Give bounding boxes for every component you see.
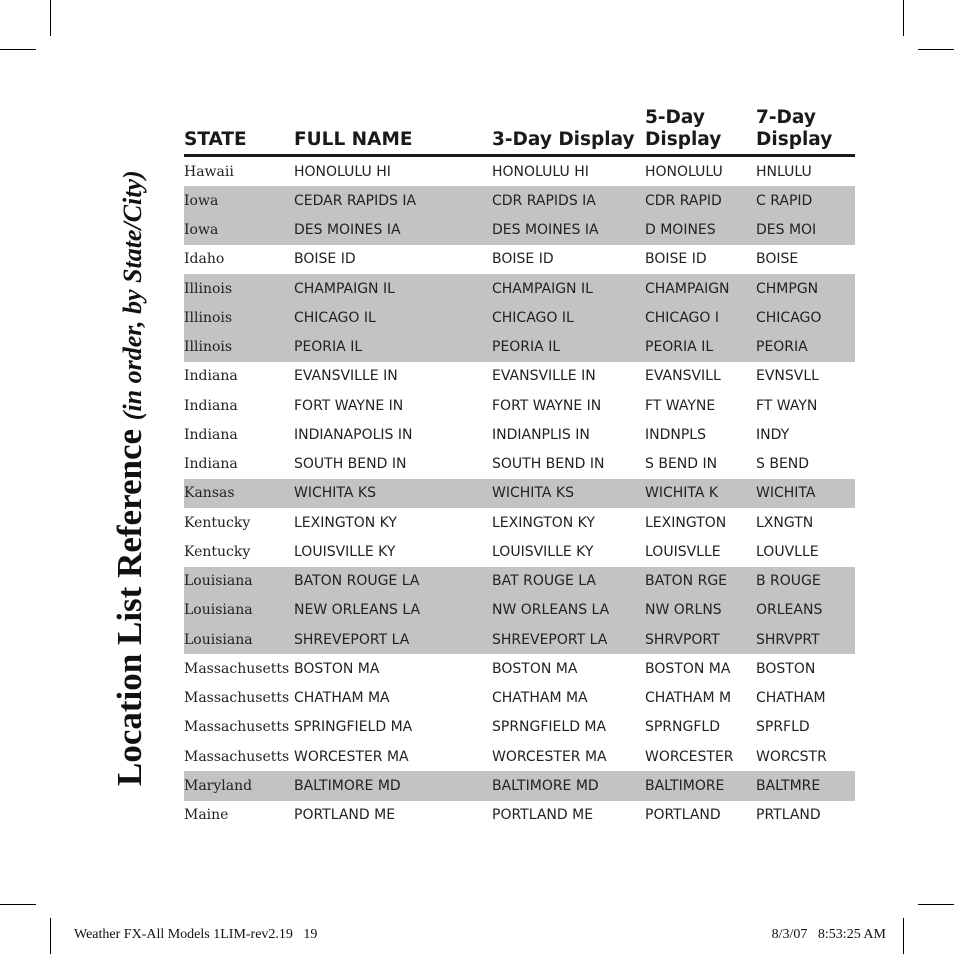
cell-5-day: WICHITA K (645, 485, 719, 502)
cell-5-day: FT WAYNE (645, 397, 716, 414)
cell-state: Maryland (184, 777, 253, 794)
cell-3-day: NW ORLEANS LA (492, 602, 610, 619)
cell-5-day: INDNPLS (645, 426, 706, 443)
cell-3-day: SOUTH BEND IN (492, 456, 605, 473)
cell-7-day: BOISE (756, 251, 799, 268)
cell-3-day: BOSTON MA (492, 660, 578, 677)
table-row (184, 801, 855, 830)
cell-state: Kentucky (184, 514, 251, 531)
cell-state: Massachusetts (184, 660, 290, 677)
cell-7-day: CHMPGN (756, 280, 819, 297)
table-row (184, 362, 855, 391)
cell-3-day: SHREVEPORT LA (492, 631, 608, 648)
cell-state: Indiana (184, 368, 238, 385)
cell-5-day: BATON RGE (645, 573, 728, 590)
table-row (184, 508, 855, 537)
cell-state: Indiana (184, 456, 238, 473)
cell-full-name: CHAMPAIGN IL (294, 280, 395, 297)
cell-full-name: FORT WAYNE IN (294, 397, 404, 414)
cell-5-day: NW ORLNS (645, 602, 722, 619)
header-5-day-line1: 5-Day (645, 107, 705, 128)
table-row (184, 274, 855, 303)
cell-7-day: B ROUGE (756, 573, 821, 590)
cell-full-name: INDIANAPOLIS IN (294, 426, 413, 443)
cell-state: Iowa (184, 222, 219, 239)
cell-3-day: CHAMPAIGN IL (492, 280, 593, 297)
cell-5-day: CHAMPAIGN (645, 280, 730, 297)
cell-5-day: EVANSVILL (645, 368, 721, 385)
cell-7-day: WORCSTR (756, 748, 827, 765)
cell-3-day: BOISE ID (492, 251, 554, 268)
cell-7-day: WICHITA (756, 485, 816, 502)
cell-5-day: CDR RAPID (645, 192, 722, 209)
cell-full-name: BOISE ID (294, 251, 356, 268)
cell-3-day: CHICAGO IL (492, 309, 574, 326)
cell-3-day: FORT WAYNE IN (492, 397, 602, 414)
header-5-day-line2: Display (645, 129, 722, 150)
cell-7-day: PRTLAND (756, 807, 821, 824)
cell-state: Maine (184, 807, 229, 824)
cell-7-day: CHATHAM (756, 690, 826, 707)
table-row (184, 303, 855, 332)
cell-full-name: BALTIMORE MD (294, 777, 401, 794)
table-row (184, 157, 855, 186)
cell-5-day: CHICAGO I (645, 309, 719, 326)
cell-full-name: SOUTH BEND IN (294, 456, 407, 473)
crop-mark (0, 904, 36, 905)
header-7-day-line1: 7-Day (756, 107, 816, 128)
cell-5-day: S BEND IN (645, 456, 718, 473)
table-row (184, 333, 855, 362)
table-header (184, 107, 855, 157)
cell-5-day: SHRVPORT (645, 631, 720, 648)
cell-full-name: BOSTON MA (294, 660, 380, 677)
crop-mark (918, 49, 954, 50)
crop-mark (50, 918, 51, 954)
table-row (184, 567, 855, 596)
page-title-subtitle: (in order, by State/City) (118, 170, 147, 421)
cell-state: Louisiana (184, 573, 253, 590)
table-row (184, 479, 855, 508)
cell-full-name: WORCESTER MA (294, 748, 409, 765)
table-row (184, 771, 855, 800)
cell-5-day: SPRNGFLD (645, 719, 721, 736)
cell-7-day: BALTMRE (756, 777, 821, 794)
table-row (184, 742, 855, 771)
location-reference-table (184, 107, 855, 830)
header-7-day-line2: Display (756, 129, 833, 150)
cell-3-day: WICHITA KS (492, 485, 574, 502)
cell-7-day: SHRVPRT (756, 631, 820, 648)
cell-full-name: LOUISVILLE KY (294, 543, 396, 560)
cell-full-name: LEXINGTON KY (294, 514, 397, 531)
cell-full-name: HONOLULU HI (294, 163, 391, 180)
cell-5-day: PORTLAND (645, 807, 721, 824)
table-row (184, 654, 855, 683)
table-row (184, 713, 855, 742)
cell-7-day: PEORIA (756, 339, 808, 356)
crop-mark (903, 0, 904, 36)
cell-5-day: LOUISVLLE (645, 543, 721, 560)
page-title (112, 170, 147, 786)
cell-7-day: S BEND (756, 456, 810, 473)
footer-file-info: Weather FX-All Models 1LIM-rev2.19 19 (74, 927, 318, 942)
cell-7-day: C RAPID (756, 192, 813, 209)
header-full-name: FULL NAME (294, 129, 413, 150)
cell-state: Illinois (184, 280, 233, 297)
cell-state: Louisiana (184, 631, 253, 648)
cell-state: Louisiana (184, 602, 253, 619)
cell-5-day: WORCESTER (645, 748, 734, 765)
cell-5-day: CHATHAM M (645, 690, 732, 707)
cell-state: Kentucky (184, 543, 251, 560)
cell-full-name: SHREVEPORT LA (294, 631, 410, 648)
cell-3-day: CHATHAM MA (492, 690, 588, 707)
table-row (184, 625, 855, 654)
cell-3-day: WORCESTER MA (492, 748, 607, 765)
cell-full-name: WICHITA KS (294, 485, 376, 502)
cell-3-day: CDR RAPIDS IA (492, 192, 596, 209)
cell-3-day: DES MOINES IA (492, 222, 599, 239)
cell-3-day: BALTIMORE MD (492, 777, 599, 794)
crop-mark (50, 0, 51, 36)
cell-7-day: INDY (756, 426, 790, 443)
table-row (184, 596, 855, 625)
header-3-day-display: 3-Day Display (492, 129, 635, 150)
cell-full-name: DES MOINES IA (294, 222, 401, 239)
header-7-day-display (756, 107, 855, 151)
table-row (184, 420, 855, 449)
cell-full-name: NEW ORLEANS LA (294, 602, 421, 619)
table-row (184, 450, 855, 479)
cell-state: Massachusetts (184, 719, 290, 736)
cell-7-day: BOSTON (756, 660, 816, 677)
cell-3-day: EVANSVILLE IN (492, 368, 596, 385)
cell-7-day: DES MOI (756, 222, 817, 239)
cell-state: Illinois (184, 339, 233, 356)
cell-7-day: EVNSVLL (756, 368, 819, 385)
cell-full-name: BATON ROUGE LA (294, 573, 420, 590)
cell-3-day: HONOLULU HI (492, 163, 589, 180)
cell-5-day: LEXINGTON (645, 514, 727, 531)
cell-5-day: BOISE ID (645, 251, 707, 268)
cell-5-day: PEORIA IL (645, 339, 714, 356)
table-row (184, 186, 855, 215)
cell-3-day: PORTLAND ME (492, 807, 594, 824)
cell-5-day: BOSTON MA (645, 660, 731, 677)
cell-state: Indiana (184, 397, 238, 414)
cell-full-name: CEDAR RAPIDS IA (294, 192, 417, 209)
cell-full-name: PORTLAND ME (294, 807, 396, 824)
cell-3-day: LEXINGTON KY (492, 514, 595, 531)
page-title-main: Location List Reference (110, 420, 149, 786)
cell-7-day: ORLEANS (756, 602, 823, 619)
crop-mark (0, 49, 36, 50)
cell-state: Iowa (184, 192, 219, 209)
cell-full-name: EVANSVILLE IN (294, 368, 398, 385)
cell-5-day: D MOINES (645, 222, 716, 239)
cell-7-day: SPRFLD (756, 719, 810, 736)
crop-mark (903, 918, 904, 954)
table-body (184, 157, 855, 830)
cell-state: Hawaii (184, 163, 234, 180)
cell-5-day: BALTIMORE (645, 777, 725, 794)
cell-3-day: BAT ROUGE LA (492, 573, 596, 590)
table-row (184, 537, 855, 566)
table-row (184, 684, 855, 713)
crop-mark (918, 904, 954, 905)
cell-3-day: INDIANPLIS IN (492, 426, 590, 443)
cell-3-day: PEORIA IL (492, 339, 561, 356)
cell-3-day: SPRNGFIELD MA (492, 719, 607, 736)
cell-7-day: LXNGTN (756, 514, 814, 531)
header-5-day-display (645, 107, 756, 151)
cell-7-day: CHICAGO (756, 309, 822, 326)
cell-7-day: LOUVLLE (756, 543, 819, 560)
cell-state: Kansas (184, 485, 235, 502)
table-row (184, 245, 855, 274)
cell-full-name: CHATHAM MA (294, 690, 390, 707)
cell-state: Massachusetts (184, 690, 290, 707)
cell-5-day: HONOLULU (645, 163, 723, 180)
header-state: STATE (184, 129, 247, 150)
cell-state: Massachusetts (184, 748, 290, 765)
footer-timestamp: 8/3/07 8:53:25 AM (771, 927, 886, 942)
cell-state: Indiana (184, 426, 238, 443)
cell-state: Idaho (184, 251, 225, 268)
cell-full-name: PEORIA IL (294, 339, 363, 356)
cell-full-name: SPRINGFIELD MA (294, 719, 413, 736)
cell-7-day: FT WAYN (756, 397, 818, 414)
cell-3-day: LOUISVILLE KY (492, 543, 594, 560)
table-row (184, 216, 855, 245)
table-row (184, 391, 855, 420)
cell-7-day: HNLULU (756, 163, 812, 180)
cell-full-name: CHICAGO IL (294, 309, 376, 326)
cell-state: Illinois (184, 309, 233, 326)
